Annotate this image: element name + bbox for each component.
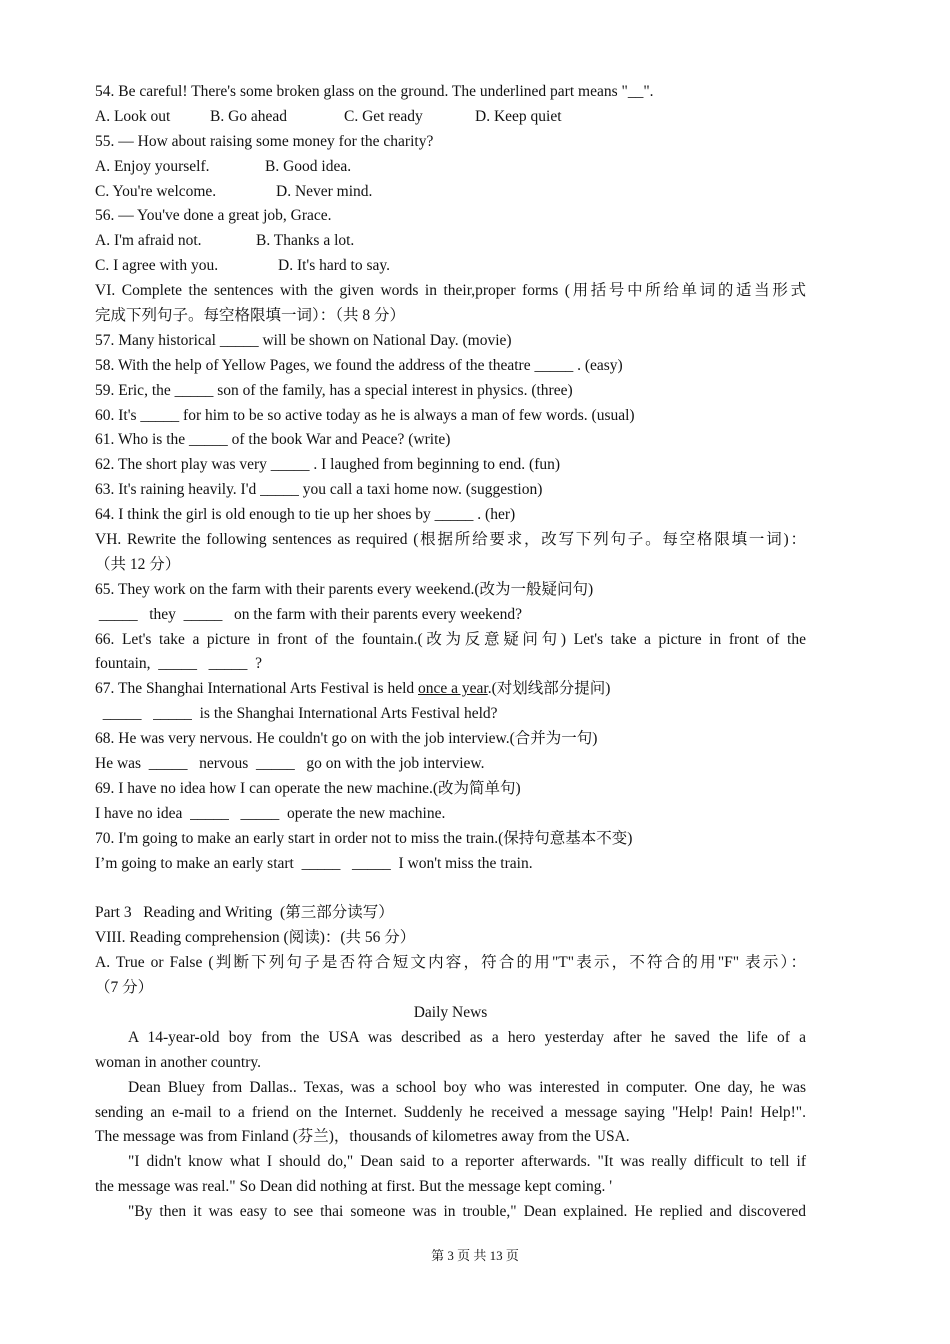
article-line: Dean Bluey from Dallas.. Texas, was a school boy who was interested in computer. One day, he was: [128, 1078, 806, 1096]
question-65-answer: _____ they _____ on the farm with their parents every weekend?: [95, 605, 522, 623]
question-56: 56. — You've done a great job, Grace.: [95, 207, 332, 225]
question-63: 63. It's raining heavily. I'd _____ you call a taxi home now. (suggestion): [95, 481, 543, 499]
section-vii-heading-cont: （共 12 分）: [95, 555, 181, 573]
option-c: C. I agree with you.: [95, 257, 219, 275]
option-a: A. Enjoy yourself.: [95, 157, 210, 175]
question-70-answer: I’m going to make an early start _____ _____ I won't miss the train.: [95, 854, 533, 872]
article-title: Daily News: [413, 1003, 488, 1021]
question-56-options-cd: [95, 254, 806, 279]
question-67: [95, 677, 806, 702]
section-a-heading: A. True or False (判断下列句子是否符合短文内容，符合的用"T"表示，不符合的用"F" 表示）：: [95, 954, 806, 972]
question-64: 64. I think the girl is old enough to tie up her shoes by _____ . (her): [95, 506, 516, 524]
question-68: 68. He was very nervous. He couldn't go on with the job interview.(合并为一句): [95, 730, 598, 748]
question-69-answer: I have no idea _____ _____ operate the new machine.: [95, 804, 446, 822]
option-d: D. Never mind.: [276, 182, 373, 200]
question-66: 66. Let's take a picture in front of the fountain.(改为反意疑问句) Let's take a picture in front of the: [95, 630, 806, 648]
option-b: B. Go ahead: [210, 107, 288, 125]
option-c: C. You're welcome.: [95, 182, 217, 200]
question-55-options-cd: [95, 180, 806, 205]
question-69: 69. I have no idea how I can operate the new machine.(改为简单句): [95, 779, 521, 797]
article-line: The message was from Finland (芬兰)，thousands of kilometres away from the USA.: [95, 1128, 630, 1146]
question-57: 57. Many historical _____ will be shown on National Day. (movie): [95, 331, 512, 349]
question-70: 70. I'm going to make an early start in order not to miss the train.(保持句意基本不变): [95, 829, 633, 847]
section-vii-heading: VH. Rewrite the following sentences as required (根据所给要求，改写下列句子。每空格限填一词)：: [95, 531, 806, 549]
question-67-instruction: .(对划线部分提问): [487, 680, 611, 698]
question-65: 65. They work on the farm with their parents every weekend.(改为一般疑问句): [95, 580, 594, 598]
question-55-options-ab: [95, 155, 806, 180]
question-67-underlined: once a year: [418, 680, 488, 698]
article-line: sending an e-mail to a friend on the Internet. Suddenly he received a message saying "Help! Pain! Help!".: [95, 1103, 806, 1121]
option-b: B. Thanks a lot.: [256, 232, 355, 250]
option-a: A. Look out: [95, 107, 171, 125]
article-line: the message was real." So Dean did nothing at first. But the message kept coming. ': [95, 1178, 613, 1196]
section-vi-heading-cont: 完成下列句子。每空格限填一词）：（共 8 分）: [95, 307, 406, 325]
question-60: 60. It's _____ for him to be so active today as he is always a man of few words. (usual): [95, 406, 635, 424]
article-line: A 14-year-old boy from the USA was described as a hero yesterday after he saved the life of a: [128, 1028, 806, 1046]
question-68-answer: He was _____ nervous _____ go on with the job interview.: [95, 755, 485, 773]
spacer: [95, 877, 806, 902]
section-viii-heading: VIII. Reading comprehension (阅读)：(共 56 分）: [95, 929, 416, 947]
option-c: C. Get ready: [344, 107, 423, 125]
question-62: 62. The short play was very _____ . I laughed from beginning to end. (fun): [95, 456, 561, 474]
section-a-heading-cont: （7 分）: [95, 979, 154, 997]
page-content: [95, 80, 806, 1225]
question-58: 58. With the help of Yellow Pages, we found the address of the theatre _____ . (easy): [95, 356, 623, 374]
article-line: "By then it was easy to see thai someone was in trouble," Dean explained. He replied and discovered: [128, 1203, 806, 1221]
option-b: B. Good idea.: [265, 157, 352, 175]
article-line: woman in another country.: [95, 1053, 262, 1071]
question-54-options: [95, 105, 806, 130]
article-line: "I didn't know what I should do," Dean said to a reporter afterwards. "It was really difficult to tell if: [128, 1153, 806, 1171]
question-67-answer: _____ _____ is the Shanghai International Arts Festival held?: [95, 705, 498, 723]
section-vi-heading: VI. Complete the sentences with the given words in their,proper forms (用括号中所给单词的适当形式: [95, 282, 806, 300]
part-3-heading: Part 3 Reading and Writing (第三部分读写）: [95, 904, 394, 922]
option-d: D. It's hard to say.: [278, 257, 390, 275]
question-66-answer: fountain, _____ _____ ?: [95, 655, 263, 673]
page-footer: 第 3 页 共 13 页: [431, 1248, 519, 1263]
question-54: 54. Be careful! There's some broken glass on the ground. The underlined part means "__".: [95, 83, 654, 100]
question-67-text: 67. The Shanghai International Arts Festival is held: [95, 680, 419, 698]
option-a: A. I'm afraid not.: [95, 232, 202, 250]
question-56-options-ab: [95, 229, 806, 254]
option-d: D. Keep quiet: [475, 107, 562, 125]
question-55: 55. — How about raising some money for the charity?: [95, 132, 434, 150]
question-61: 61. Who is the _____ of the book War and Peace? (write): [95, 431, 451, 449]
question-59: 59. Eric, the _____ son of the family, has a special interest in physics. (three): [95, 381, 573, 399]
